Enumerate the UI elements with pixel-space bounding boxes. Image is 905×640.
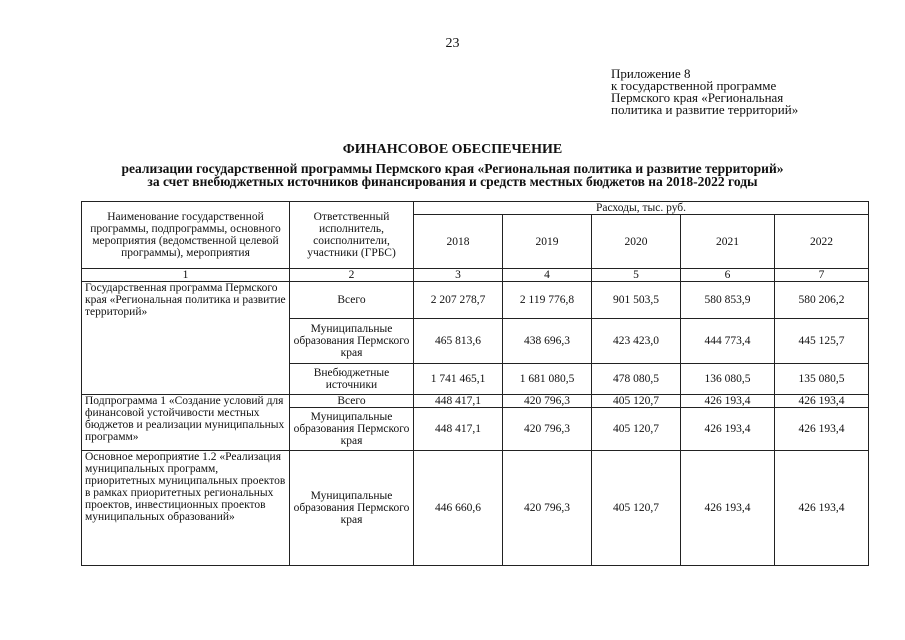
table-row	[82, 395, 869, 408]
responsible-cell: Всего	[290, 395, 414, 408]
value-cell: 1 741 465,1	[414, 364, 503, 395]
column-number: 3	[414, 269, 503, 282]
subprogram-name: Подпрограмма 1 «Создание условий для финансовой устойчивости местных бюджетов и реализации муниципальных программ»	[82, 395, 290, 451]
column-number: 6	[681, 269, 775, 282]
page-number: 23	[445, 36, 460, 51]
header-name-col: Наименование государственной программы, подпрограммы, основного мероприятия (ведомственной целевой программы), мероприятия	[82, 202, 290, 269]
value-cell: 426 193,4	[681, 451, 775, 566]
table-row	[82, 282, 869, 319]
column-number-row	[82, 269, 869, 282]
value-cell: 446 660,6	[414, 451, 503, 566]
financing-table	[81, 201, 869, 566]
value-cell: 423 423,0	[592, 319, 681, 364]
value-cell: 426 193,4	[775, 451, 869, 566]
header-responsible-col: Ответственный исполнитель, соисполнители, участники (ГРБС)	[290, 202, 414, 269]
value-cell: 426 193,4	[775, 395, 869, 408]
table-row	[82, 451, 869, 566]
responsible-cell: Внебюджетные источники	[290, 364, 414, 395]
value-cell: 445 125,7	[775, 319, 869, 364]
header-year: 2018	[414, 215, 503, 269]
value-cell: 2 207 278,7	[414, 282, 503, 319]
subtitle-line: за счет внебюджетных источников финансирования и средств местных бюджетов на 2018-2022 годы	[147, 174, 758, 189]
value-cell: 448 417,1	[414, 408, 503, 451]
value-cell: 136 080,5	[681, 364, 775, 395]
value-cell: 901 503,5	[592, 282, 681, 319]
program-name: Государственная программа Пермского края «Региональная политика и развитие территорий»	[82, 282, 290, 395]
value-cell: 580 206,2	[775, 282, 869, 319]
responsible-cell: Муниципальные образования Пермского края	[290, 451, 414, 566]
appendix-note	[611, 68, 798, 116]
column-number: 2	[290, 269, 414, 282]
value-cell: 420 796,3	[503, 395, 592, 408]
header-year: 2021	[681, 215, 775, 269]
header-year: 2019	[503, 215, 592, 269]
column-number: 1	[82, 269, 290, 282]
document-title: ФИНАНСОВОЕ ОБЕСПЕЧЕНИЕ	[342, 142, 563, 157]
appendix-line: Пермского края «Региональная	[611, 90, 784, 105]
value-cell: 135 080,5	[775, 364, 869, 395]
header-year: 2022	[775, 215, 869, 269]
value-cell: 405 120,7	[592, 451, 681, 566]
value-cell: 478 080,5	[592, 364, 681, 395]
value-cell: 405 120,7	[592, 395, 681, 408]
value-cell: 438 696,3	[503, 319, 592, 364]
value-cell: 448 417,1	[414, 395, 503, 408]
value-cell: 420 796,3	[503, 408, 592, 451]
value-cell: 426 193,4	[681, 408, 775, 451]
value-cell: 444 773,4	[681, 319, 775, 364]
responsible-cell: Муниципальные образования Пермского края	[290, 408, 414, 451]
value-cell: 426 193,4	[775, 408, 869, 451]
subtitle-line: реализации государственной программы Пермского края «Региональная политика и развитие территорий»	[121, 161, 784, 176]
appendix-line: к государственной программе	[611, 78, 777, 93]
column-number: 4	[503, 269, 592, 282]
header-year: 2020	[592, 215, 681, 269]
value-cell: 420 796,3	[503, 451, 592, 566]
value-cell: 465 813,6	[414, 319, 503, 364]
activity-name: Основное мероприятие 1.2 «Реализация муниципальных программ, приоритетных муниципальных проектов в рамках приоритетных региональных проектов, инвестиционных проектов муниципальных образований»	[82, 451, 290, 566]
value-cell: 2 119 776,8	[503, 282, 592, 319]
value-cell: 1 681 080,5	[503, 364, 592, 395]
value-cell: 405 120,7	[592, 408, 681, 451]
responsible-cell: Всего	[290, 282, 414, 319]
appendix-line: Приложение 8	[611, 66, 691, 81]
document-subtitle	[0, 162, 905, 188]
value-cell: 426 193,4	[681, 395, 775, 408]
column-number: 5	[592, 269, 681, 282]
column-number: 7	[775, 269, 869, 282]
header-row	[82, 202, 869, 215]
responsible-cell: Муниципальные образования Пермского края	[290, 319, 414, 364]
value-cell: 580 853,9	[681, 282, 775, 319]
header-expenses: Расходы, тыс. руб.	[414, 202, 869, 215]
appendix-line: политика и развитие территорий»	[611, 102, 799, 117]
